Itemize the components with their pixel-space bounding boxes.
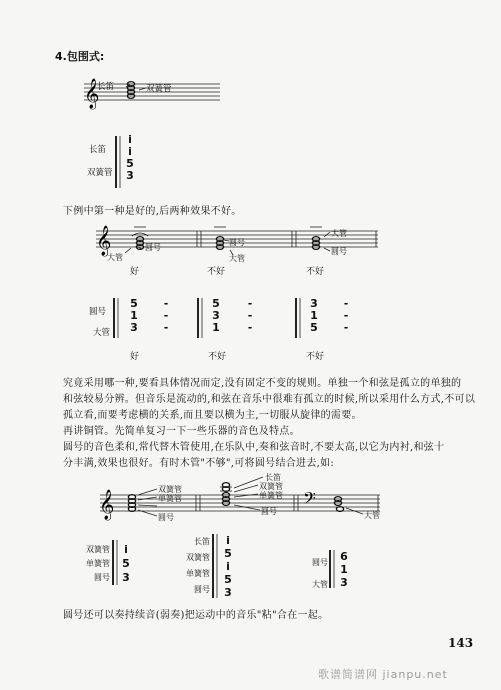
jianpu-note: 5 (122, 557, 130, 570)
treble-clef-icon: 𝄞 (96, 226, 112, 256)
jianpu-note: 3 (224, 586, 232, 599)
ex1-label-flute: 长笛 (97, 82, 115, 92)
site-watermark: 歌谱简谱网 jianpu.net (318, 668, 448, 681)
instrument-label: 大管 (312, 580, 328, 589)
ex6-group1-notes (120, 543, 132, 585)
instrument-label: 长笛 (194, 537, 210, 546)
instrument-label: 圆号 (94, 573, 110, 582)
text-line: 再讲铜管。先简单复习一下一些乐器的音色及特点。 (63, 426, 300, 437)
jianpu-note: 3 (122, 571, 130, 584)
jianpu-note: 3 (340, 576, 348, 589)
jianpu-note: i (226, 534, 230, 547)
text-line: 圆号的音色柔和,常代替木管使用,在乐队中,奏和弦音时,不要太高,以它为内衬,和弦十 (63, 442, 445, 453)
ex5-label: 圆号 (261, 507, 277, 516)
ex6-group2-notes (222, 534, 234, 599)
ex4-caption-bad: 不好 (306, 352, 325, 362)
ex4-col2 (210, 298, 222, 334)
jianpu-note: 1 (340, 563, 348, 576)
dash-mark: - (247, 309, 253, 322)
instrument-label: 双簧管 (186, 553, 210, 562)
ex1-label-oboe: 双簧管 (146, 84, 172, 94)
text-line: 和弦较易分辨。但音乐是流动的,和弦在音乐中很难有孤立的时候,所以采用什么方式,不可以 (63, 394, 476, 405)
instrument-label: 圆号 (312, 558, 328, 567)
paragraph-brass (63, 424, 483, 472)
ex5-label: 大管 (364, 511, 380, 520)
ex4-col3-dashes (340, 298, 352, 334)
jianpu-note: 3 (310, 297, 318, 310)
instrument-label: 圆号 (194, 585, 210, 594)
jianpu-note: 6 (340, 550, 348, 563)
jianpu-note: i (124, 543, 128, 556)
instrument-label: 单簧管 (86, 559, 110, 568)
ex5-label: 双簧管 (158, 485, 182, 494)
text-line: 究竟采用哪一种,要看具体情况而定,没有固定不变的规则。单独一个和弦是孤立的单独的 (63, 378, 462, 389)
jianpu-note: 5 (130, 297, 138, 310)
jianpu-note: i (226, 560, 230, 573)
ex3-caption-bad: 不好 (306, 267, 325, 277)
jianpu-note: 5 (224, 573, 232, 586)
treble-clef-icon: 𝄞 (84, 79, 100, 109)
ex5-label: 圆号 (158, 513, 174, 522)
jianpu-note: i (128, 145, 132, 158)
ex5-label: 单簧管 (259, 491, 283, 500)
page-number: 143 (448, 636, 474, 650)
section-heading: 4.包围式: (55, 50, 105, 63)
ex2-notes (124, 134, 136, 182)
intro-sentence: 下例中第一种是好的,后两种效果不好。 (63, 206, 242, 217)
ex6-group3-notes (338, 550, 350, 589)
ex4-caption-good: 好 (130, 352, 140, 362)
dash-mark: - (343, 309, 349, 322)
dash-mark: - (343, 321, 349, 334)
ex2-label-flute: 长笛 (89, 145, 107, 155)
dash-mark: - (163, 309, 169, 322)
jianpu-note: 1 (212, 321, 220, 334)
dash-mark: - (163, 321, 169, 334)
ex6-group1-labels (80, 543, 110, 585)
instrument-label: 双簧管 (86, 545, 110, 554)
ex6-group3-labels (302, 552, 328, 596)
jianpu-note: 1 (130, 309, 138, 322)
ex3-c-label-bottom: 圆号 (331, 247, 347, 256)
dash-mark: - (247, 321, 253, 334)
paragraph-chord-spacing (63, 376, 483, 424)
dash-mark: - (163, 297, 169, 310)
ex4-col2-dashes (244, 298, 256, 334)
ex6-group2-labels (176, 534, 210, 598)
bass-clef-icon: 𝄢 (303, 488, 316, 512)
jianpu-note: 3 (212, 309, 220, 322)
ex4-col3 (308, 298, 320, 334)
jianpu-note: 3 (130, 321, 138, 334)
ex3-a-label-top: 圆号 (145, 243, 161, 252)
ex2-bracket (116, 136, 120, 188)
text-line: 分丰满,效果也很好。有时木管"不够",可将圆号结合进去,如: (63, 458, 335, 469)
jianpu-note: 5 (212, 297, 220, 310)
ex5-label: 双簧管 (259, 482, 283, 491)
jianpu-note: 1 (310, 309, 318, 322)
jianpu-note: 5 (310, 321, 318, 334)
ex3-b-label-bottom: 大管 (229, 254, 245, 263)
closing-sentence: 圆号还可以奏持续音(弱奏)把运动中的音乐"粘"合在一起。 (63, 610, 329, 621)
ex3-caption-good: 好 (130, 267, 140, 277)
jianpu-note: 3 (126, 169, 134, 182)
dash-mark: - (247, 297, 253, 310)
ex3-c-label-top: 大管 (331, 229, 347, 238)
text-line: 孤立看,而要考虑横的关系,而且要以横为主,一切服从旋律的需要。 (63, 410, 362, 421)
ex3-caption-bad: 不好 (207, 267, 226, 277)
jianpu-note: 5 (224, 547, 232, 560)
ex5-label: 长笛 (265, 473, 281, 482)
ex5-label: 单簧管 (158, 494, 182, 503)
jianpu-note: 5 (126, 157, 134, 170)
ex4-label-bassoon: 大管 (93, 328, 111, 338)
jianpu-note: i (128, 133, 132, 146)
ex4-caption-bad: 不好 (208, 352, 227, 362)
dash-mark: - (343, 297, 349, 310)
instrument-label: 单簧管 (186, 569, 210, 578)
ex3-a-label-bottom: 大管 (107, 253, 123, 262)
ex4-label-horn: 圆号 (89, 307, 107, 317)
ex4-brackets (114, 298, 300, 338)
ex4-col1-dashes (160, 298, 172, 334)
ex4-col1 (128, 298, 140, 334)
ex2-label-oboe: 双簧管 (87, 168, 113, 178)
treble-clef-icon: 𝄞 (99, 490, 115, 520)
ex5-staff (100, 495, 380, 511)
ex3-b-label-top: 圆号 (229, 238, 245, 247)
